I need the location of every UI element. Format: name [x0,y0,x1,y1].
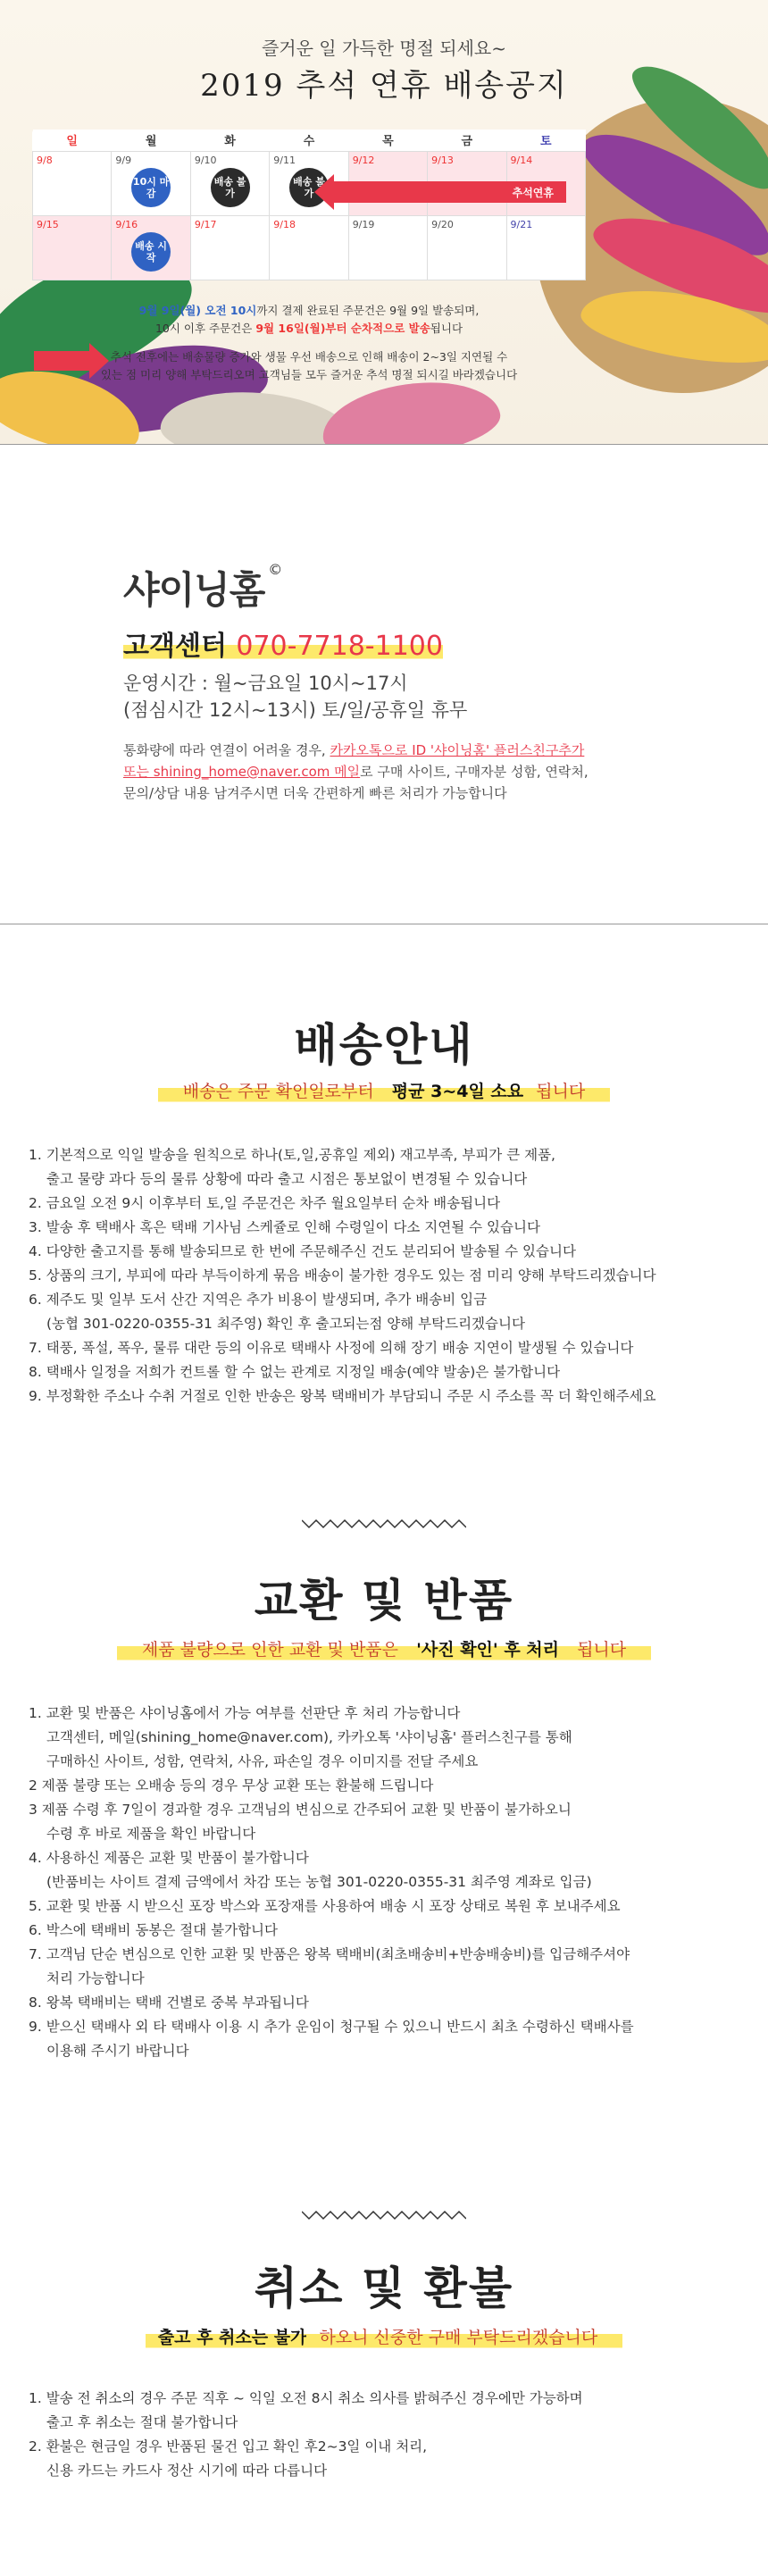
banner-notes [32,295,586,397]
zigzag-divider [302,2210,466,2221]
kakao-link[interactable]: 카카오톡으로 ID '샤이닝홈' 플러스친구추가 [330,742,585,758]
weekday-fri: 금 [428,130,506,151]
operating-hours: 운영시간 : 월~금요일 10시~17시 (점심시간 12시~13시) 토/일/공휴일 휴무 [123,673,468,721]
holiday-label: 추석연휴 [512,186,554,199]
brand-logo: 샤이닝홈 © [123,561,282,612]
weekday-wed: 수 [270,130,348,151]
day-number: 9/15 [37,218,59,230]
list-item: 9. 부정확한 주소나 수취 거절로 인한 반송은 왕복 택배비가 부담되니 주문 시 주소를 꼭 더 확인해주세요 [29,1388,656,1404]
weekday-tue: 화 [190,130,269,151]
holiday-shipping-banner [0,0,768,444]
list-item: 6. 박스에 택배비 동봉은 절대 불가합니다 [29,1922,278,1938]
list-item: 8. 왕복 택배비는 택배 건별로 중복 부과됩니다 [29,1995,309,2011]
calendar-day [33,151,112,215]
list-item: 7. 고객님 단순 변심으로 인한 교환 및 반품은 왕복 택배비(최초배송비+반송배송비)를 입금해주셔야 처리 가능합니다 [29,1946,630,1986]
list-item: 8. 택배사 일정을 저희가 컨트롤 할 수 없는 관계로 지정일 배송(예약 발송)은 불가합니다 [29,1364,561,1380]
email-link[interactable]: 또는 shining_home@naver.com 메일 [123,764,361,780]
weekday-sun: 일 [33,130,112,151]
customer-center-box [0,444,768,924]
weekday-mon: 월 [112,130,190,151]
shipping-subtitle: 배송은 주문 확인일로부터 평균 3~4일 소요 됩니다 [0,1078,768,1102]
day-number: 9/19 [352,218,375,230]
calendar-header-row [33,130,586,151]
no-shipping-badge: 배송 불가 [289,168,329,207]
day-number: 9/14 [510,154,533,166]
banner-title: 2019 추석 연휴 배송공지 [200,68,568,104]
day-number: 9/18 [273,218,296,230]
refund-title: 취소 및 환불 [254,2262,514,2314]
day-number: 9/9 [115,154,132,166]
calendar-day [348,215,427,280]
weekday-thu: 목 [348,130,427,151]
day-number: 9/10 [194,154,217,166]
list-item: 5. 교환 및 반품 시 받으신 포장 박스와 포장재를 사용하여 배송 시 포장 상태로 복원 후 보내주세요 [29,1898,621,1914]
exchange-subtitle: 제품 불량으로 인한 교환 및 반품은 '사진 확인' 후 처리 됩니다 [0,1636,768,1660]
calendar-day [190,215,269,280]
day-number: 9/11 [273,154,296,166]
zigzag-divider [302,1518,466,1529]
day-number: 9/21 [510,218,533,230]
list-item: 3 제품 수령 후 7일이 경과할 경우 고객님의 변심으로 간주되어 교환 및 반품이 불가하오니 수령 후 바로 제품을 확인 바랍니다 [29,1802,572,1842]
list-item: 1. 기본적으로 익일 발송을 원칙으로 하나(토,일,공휴일 제외) 재고부족, 부피가 큰 제품, 출고 물량 과다 등의 물류 상황에 따라 출고 시점은 통보없이 변경될 수 있습니다 [29,1147,555,1187]
exchange-list [29,1702,752,2063]
refund-list [29,2387,752,2483]
note-line: 추석 전후에는 배송물량 증가와 생물 우선 배송으로 인해 배송이 2~3일 지연될 수 있는 점 미리 양해 부탁드리오며 고객님들 모두 즐거운 추석 명절 되시길 바라겠습니다 [100,350,518,381]
calendar-day [33,215,112,280]
day-number: 9/12 [352,154,375,166]
customer-center-phone: 고객센터 070-7718-1100 [123,623,443,663]
note-line: 9월 9일(월) 오전 10시까지 결제 완료된 주문건은 9월 9일 발송되며, 10시 이후 주문건은 9월 16일(월)부터 순차적으로 발송됩니다 [138,304,480,335]
calendar-day [112,215,190,280]
day-number: 9/17 [194,218,217,230]
shipping-start-badge: 배송 시작 [131,232,171,272]
calendar-day [112,151,190,215]
day-number: 9/8 [37,154,53,166]
contact-info: 통화량에 따라 연결이 어려울 경우, 카카오톡으로 ID '샤이닝홈' 플러스친구추가 또는 shining_home@naver.com 메일로 구매 사이트, 구매자분 성함, 연락처, 문의/상담 내용 남겨주시면 더욱 간편하게 빠른 처리가 가능합니다 [123,742,589,801]
calendar-day [270,215,348,280]
cutoff-badge: 10시 마감 [131,168,171,207]
calendar-week-row [33,215,586,280]
calendar-day [190,151,269,215]
weekday-sat: 토 [506,130,585,151]
shipping-calendar [32,130,586,280]
calendar-day [506,215,585,280]
copyright-mark: © [268,561,282,578]
day-number: 9/13 [431,154,454,166]
refund-subtitle: 출고 후 취소는 불가 하오니 신중한 구매 부탁드리겠습니다 [0,2324,768,2348]
shipping-list [29,1143,752,1409]
holiday-arrow [334,181,566,203]
banner-subtitle: 즐거운 일 가득한 명절 되세요~ [261,38,507,59]
day-number: 9/20 [431,218,454,230]
list-item: 6. 제주도 및 일부 도서 산간 지역은 추가 비용이 발생되며, 추가 배송비 입금 (농협 301-0220-0355-31 최주영) 확인 후 출고되는점 양해 부탁드리겠습니다 [29,1292,525,1332]
calendar-day [428,215,506,280]
list-item: 7. 태풍, 폭설, 폭우, 물류 대란 등의 이유로 택배사 사정에 의해 장기 배송 지연이 발생될 수 있습니다 [29,1340,634,1356]
list-item: 1. 발송 전 취소의 경우 주문 직후 ~ 익일 오전 8시 취소 의사를 밝혀주신 경우에만 가능하며 출고 후 취소는 절대 불가합니다 [29,2390,583,2430]
phone-number[interactable]: 070-7718-1100 [236,631,443,662]
list-item: 3. 발송 후 택배사 혹은 택배 기사님 스케쥴로 인해 수령일이 다소 지연될 수 있습니다 [29,1219,540,1235]
list-item: 2 제품 불량 또는 오배송 등의 경우 무상 교환 또는 환불해 드립니다 [29,1777,434,1794]
shipping-title: 배송안내 [294,1019,474,1071]
list-item: 4. 다양한 출고지를 통해 발송되므로 한 번에 주문해주신 건도 분리되어 발송될 수 있습니다 [29,1243,576,1259]
list-item: 2. 금요일 오전 9시 이후부터 토,일 주문건은 차주 월요일부터 순차 배송됩니다 [29,1195,501,1211]
no-shipping-badge: 배송 불가 [211,168,250,207]
list-item: 5. 상품의 크기, 부피에 따라 부득이하게 묶음 배송이 불가한 경우도 있는 점 미리 양해 부탁드리겠습니다 [29,1267,656,1284]
list-item: 4. 사용하신 제품은 교환 및 반품이 불가합니다 (반품비는 사이트 결제 금액에서 차감 또는 농협 301-0220-0355-31 최주영 계좌로 입금) [29,1850,592,1890]
list-item: 9. 받으신 택배사 외 타 택배사 이용 시 추가 운임이 청구될 수 있으니 반드시 최초 수령하신 택배사를 이용해 주시기 바랍니다 [29,2019,634,2059]
list-item: 1. 교환 및 반품은 샤이닝홈에서 가능 여부를 선판단 후 처리 가능합니다 고객센터, 메일(shining_home@naver.com), 카카오톡 '샤이닝홈' 플러스친구를 통해 구매하신 사이트, 성함, 연락처, 사유, 파손일 경우 이미지를 전달 주세요 [29,1705,572,1769]
day-number: 9/16 [115,218,138,230]
exchange-title: 교환 및 반품 [254,1575,514,1627]
list-item: 2. 환불은 현금일 경우 반품된 물건 입고 확인 후2~3일 이내 처리, 신용 카드는 카드사 정산 시기에 따라 다릅니다 [29,2438,428,2479]
